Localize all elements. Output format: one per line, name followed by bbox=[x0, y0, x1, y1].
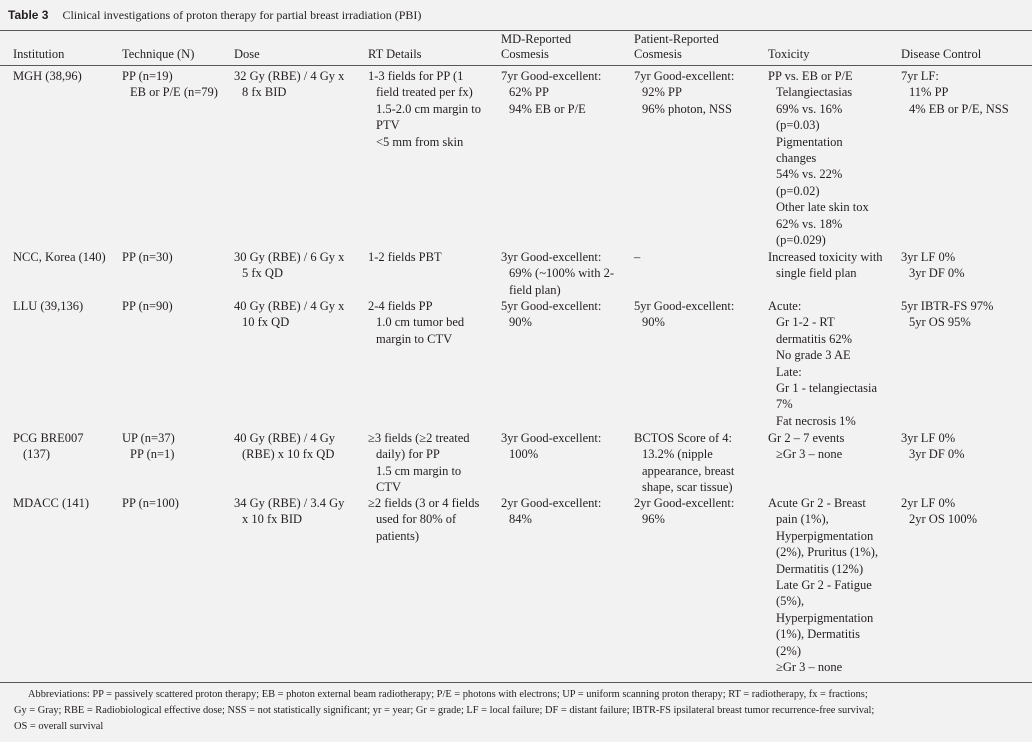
cell-disease-control bbox=[901, 249, 965, 282]
cell-line: 94% EB or P/E bbox=[509, 101, 586, 116]
cell-technique bbox=[122, 68, 218, 101]
cell-line: 8 fx BID bbox=[242, 85, 287, 100]
cell-dose bbox=[234, 249, 344, 282]
cell-patient-cosmesis bbox=[634, 68, 734, 117]
cell-line: Acute: bbox=[768, 299, 802, 313]
cell-rt-details bbox=[368, 298, 464, 347]
cell-line: ≥Gr 3 – none bbox=[776, 447, 843, 462]
cell-line: 13.2% (nipple bbox=[642, 447, 713, 462]
cell-line: 1.5-2.0 cm margin to bbox=[376, 101, 481, 116]
cell-line: – bbox=[634, 250, 641, 264]
cell-line: 11% PP bbox=[909, 85, 949, 100]
cell-patient-cosmesis bbox=[634, 430, 734, 496]
table-label: Table 3 bbox=[8, 8, 49, 22]
cell-line: LLU (39,136) bbox=[13, 299, 84, 313]
cell-line: Late Gr 2 - Fatigue bbox=[776, 578, 872, 593]
cell-technique bbox=[122, 430, 175, 463]
cell-disease-control bbox=[901, 298, 993, 331]
cell-line: 1-2 fields PBT bbox=[368, 250, 442, 264]
cell-line: 3yr Good-excellent: bbox=[501, 250, 602, 264]
cell-line: single field plan bbox=[776, 266, 857, 281]
cell-line: (5%), bbox=[776, 594, 805, 609]
cell-toxicity bbox=[768, 430, 844, 463]
cell-line: (137) bbox=[23, 447, 51, 462]
cell-line: (p=0.029) bbox=[776, 233, 826, 248]
cell-line: MDACC (141) bbox=[13, 496, 90, 510]
table-caption bbox=[0, 0, 1032, 30]
cell-line: 1.5 cm margin to bbox=[376, 463, 462, 478]
cell-line: 84% bbox=[509, 512, 532, 527]
cell-line: 7% bbox=[776, 397, 793, 412]
footnote-line: Gy = Gray; RBE = Radiobiological effective dose; NSS = not statistically significant; yr = year; Gr = grade; LF = local failure; DF = distant failure; IBTR-FS ipsilateral breast tumor recurrence-free survival; bbox=[14, 705, 875, 716]
cell-line: 5yr Good-excellent: bbox=[501, 299, 602, 313]
header-dose: Dose bbox=[234, 47, 260, 61]
cell-line: Gr 1-2 - RT bbox=[776, 315, 835, 330]
cell-patient-cosmesis bbox=[634, 298, 734, 331]
cell-line: Gr 1 - telangiectasia bbox=[776, 381, 877, 396]
cell-line: 30 Gy (RBE) / 6 Gy x bbox=[234, 250, 345, 264]
cell-line: (RBE) x 10 fx QD bbox=[242, 447, 335, 462]
cell-line: 69% vs. 16% bbox=[776, 101, 843, 116]
cell-line: patients) bbox=[376, 528, 420, 543]
cell-line: 7yr Good-excellent: bbox=[634, 69, 735, 83]
header-md-line: MD-Reported bbox=[501, 32, 572, 46]
table-header bbox=[0, 30, 1032, 65]
cell-line: 3yr DF 0% bbox=[909, 266, 965, 281]
cell-md-cosmesis bbox=[501, 249, 614, 298]
cell-institution bbox=[13, 68, 82, 84]
cell-line: BCTOS Score of 4: bbox=[634, 431, 733, 445]
cell-line: used for 80% of bbox=[376, 512, 457, 527]
table-title: Clinical investigations of proton therapy for partial breast irradiation (PBI) bbox=[62, 7, 422, 22]
cell-line: Hyperpigmentation bbox=[776, 528, 874, 543]
cell-line: 62% vs. 18% bbox=[776, 216, 843, 231]
cell-line: 3yr DF 0% bbox=[909, 447, 965, 462]
cell-line: 90% bbox=[509, 315, 532, 330]
cell-line: ≥Gr 3 – none bbox=[776, 660, 843, 675]
cell-line: 3yr Good-excellent: bbox=[501, 431, 602, 445]
cell-technique bbox=[122, 298, 173, 314]
cell-line: 96% bbox=[642, 512, 665, 527]
cell-line: appearance, breast bbox=[642, 463, 735, 478]
cell-line: Fat necrosis 1% bbox=[776, 413, 856, 428]
cell-dose bbox=[234, 430, 335, 463]
cell-md-cosmesis bbox=[501, 298, 601, 331]
cell-line: changes bbox=[776, 151, 817, 166]
cell-line: ≥2 fields (3 or 4 fields bbox=[368, 496, 480, 510]
cell-disease-control bbox=[901, 430, 965, 463]
cell-rt-details bbox=[368, 68, 481, 150]
header-patient-line: Cosmesis bbox=[634, 47, 682, 61]
cell-disease-control bbox=[901, 495, 977, 528]
cell-line: 3yr LF 0% bbox=[901, 250, 956, 264]
cell-line: 7yr Good-excellent: bbox=[501, 69, 602, 83]
cell-line: No grade 3 AE bbox=[776, 348, 851, 363]
cell-institution bbox=[13, 430, 84, 463]
cell-line: (2%) bbox=[776, 643, 801, 658]
cell-line: (p=0.02) bbox=[776, 183, 820, 198]
header-technique: Technique (N) bbox=[122, 47, 195, 61]
cell-line: 10 fx QD bbox=[242, 315, 290, 330]
cell-line: CTV bbox=[376, 480, 401, 495]
cell-technique bbox=[122, 495, 179, 511]
cell-patient-cosmesis bbox=[634, 249, 640, 265]
cell-line: 92% PP bbox=[642, 85, 682, 100]
cell-line: 1-3 fields for PP (1 bbox=[368, 69, 464, 83]
cell-line: MGH (38,96) bbox=[13, 69, 82, 83]
cell-line: 2yr Good-excellent: bbox=[634, 496, 735, 510]
cell-line: (2%), Pruritus (1%), bbox=[776, 545, 879, 560]
cell-line: 5yr OS 95% bbox=[909, 315, 971, 330]
footnote-line: Abbreviations: PP = passively scattered proton therapy; EB = photon external beam radiotherapy; P/E = photons with electrons; UP = uniform scanning proton therapy; RT = radiotherapy, fx = fractions; bbox=[28, 689, 868, 700]
cell-line: 7yr LF: bbox=[901, 69, 939, 83]
cell-line: 2yr Good-excellent: bbox=[501, 496, 602, 510]
cell-line: 96% photon, NSS bbox=[642, 101, 732, 116]
cell-line: 2yr LF 0% bbox=[901, 496, 956, 510]
cell-line: PP (n=90) bbox=[122, 299, 173, 313]
cell-line: 40 Gy (RBE) / 4 Gy bbox=[234, 431, 336, 445]
header-md-cosmesis bbox=[501, 32, 571, 62]
cell-line: 40 Gy (RBE) / 4 Gy x bbox=[234, 299, 345, 313]
cell-line: 5yr Good-excellent: bbox=[634, 299, 735, 313]
header-patient-cosmesis bbox=[634, 32, 719, 62]
cell-line: (1%), Dermatitis bbox=[776, 627, 861, 642]
cell-line: <5 mm from skin bbox=[376, 134, 464, 149]
cell-line: 2yr OS 100% bbox=[909, 512, 978, 527]
cell-line: 1.0 cm tumor bed bbox=[376, 315, 465, 330]
cell-line: 32 Gy (RBE) / 4 Gy x bbox=[234, 69, 345, 83]
cell-line: 62% PP bbox=[509, 85, 549, 100]
cell-line: 2-4 fields PP bbox=[368, 299, 433, 313]
header-rt-details: RT Details bbox=[368, 47, 422, 61]
cell-line: Increased toxicity with bbox=[768, 250, 883, 264]
cell-line: EB or P/E (n=79) bbox=[130, 85, 218, 100]
cell-toxicity bbox=[768, 249, 883, 282]
cell-line: shape, scar tissue) bbox=[642, 480, 733, 495]
cell-line: PTV bbox=[376, 118, 400, 133]
cell-line: Hyperpigmentation bbox=[776, 610, 874, 625]
cell-line: 54% vs. 22% bbox=[776, 167, 843, 182]
cell-line: field treated per fx) bbox=[376, 85, 473, 100]
table-footnote bbox=[14, 687, 1024, 735]
cell-line: 90% bbox=[642, 315, 665, 330]
cell-line: ≥3 fields (≥2 treated bbox=[368, 431, 470, 445]
cell-toxicity bbox=[768, 68, 869, 248]
cell-line: Other late skin tox bbox=[776, 200, 869, 215]
cell-technique bbox=[122, 249, 173, 265]
cell-line: 3yr LF 0% bbox=[901, 431, 956, 445]
cell-institution bbox=[13, 249, 106, 265]
footnote-line: OS = overall survival bbox=[14, 721, 104, 732]
cell-line: 4% EB or P/E, NSS bbox=[909, 101, 1009, 116]
cell-line: Late: bbox=[776, 364, 802, 379]
cell-line: Pigmentation bbox=[776, 134, 843, 149]
cell-line: pain (1%), bbox=[776, 512, 829, 527]
cell-toxicity bbox=[768, 495, 878, 675]
cell-rt-details bbox=[368, 430, 470, 496]
cell-line: PP vs. EB or P/E bbox=[768, 69, 853, 83]
header-disease-control: Disease Control bbox=[901, 47, 982, 61]
cell-line: Dermatitis (12%) bbox=[776, 561, 864, 576]
cell-dose bbox=[234, 298, 344, 331]
cell-line: 100% bbox=[509, 447, 539, 462]
cell-line: daily) for PP bbox=[376, 447, 440, 462]
bottom-rule bbox=[0, 682, 1032, 683]
cell-line: (p=0.03) bbox=[776, 118, 820, 133]
cell-line: NCC, Korea (140) bbox=[13, 250, 106, 264]
cell-line: PP (n=1) bbox=[130, 447, 175, 462]
cell-line: field plan) bbox=[509, 282, 561, 297]
cell-dose bbox=[234, 495, 344, 528]
cell-dose bbox=[234, 68, 344, 101]
cell-line: 69% (~100% with 2- bbox=[509, 266, 615, 281]
cell-line: PP (n=30) bbox=[122, 250, 173, 264]
cell-line: Gr 2 – 7 events bbox=[768, 431, 845, 445]
cell-line: PP (n=19) bbox=[122, 69, 173, 83]
cell-line: Telangiectasias bbox=[776, 85, 853, 100]
cell-line: PCG BRE007 bbox=[13, 431, 84, 445]
cell-rt-details bbox=[368, 249, 442, 265]
cell-institution bbox=[13, 495, 89, 511]
header-toxicity: Toxicity bbox=[768, 47, 810, 61]
cell-line: Acute Gr 2 - Breast bbox=[768, 496, 866, 510]
cell-md-cosmesis bbox=[501, 495, 601, 528]
cell-md-cosmesis bbox=[501, 68, 601, 117]
cell-rt-details bbox=[368, 495, 479, 544]
header-institution: Institution bbox=[13, 47, 65, 61]
cell-line: UP (n=37) bbox=[122, 431, 175, 445]
cell-disease-control bbox=[901, 68, 1009, 117]
cell-line: margin to CTV bbox=[376, 331, 453, 346]
cell-toxicity bbox=[768, 298, 877, 429]
cell-line: 34 Gy (RBE) / 3.4 Gy bbox=[234, 496, 345, 510]
header-rule bbox=[0, 65, 1032, 66]
cell-line: 5yr IBTR-FS 97% bbox=[901, 299, 994, 313]
cell-line: PP (n=100) bbox=[122, 496, 179, 510]
cell-line: 5 fx QD bbox=[242, 266, 283, 281]
cell-patient-cosmesis bbox=[634, 495, 734, 528]
cell-line: dermatitis 62% bbox=[776, 331, 853, 346]
header-patient-line: Patient-Reported bbox=[634, 32, 719, 46]
cell-line: x 10 fx BID bbox=[242, 512, 303, 527]
cell-md-cosmesis bbox=[501, 430, 601, 463]
header-md-line: Cosmesis bbox=[501, 47, 549, 61]
cell-institution bbox=[13, 298, 83, 314]
